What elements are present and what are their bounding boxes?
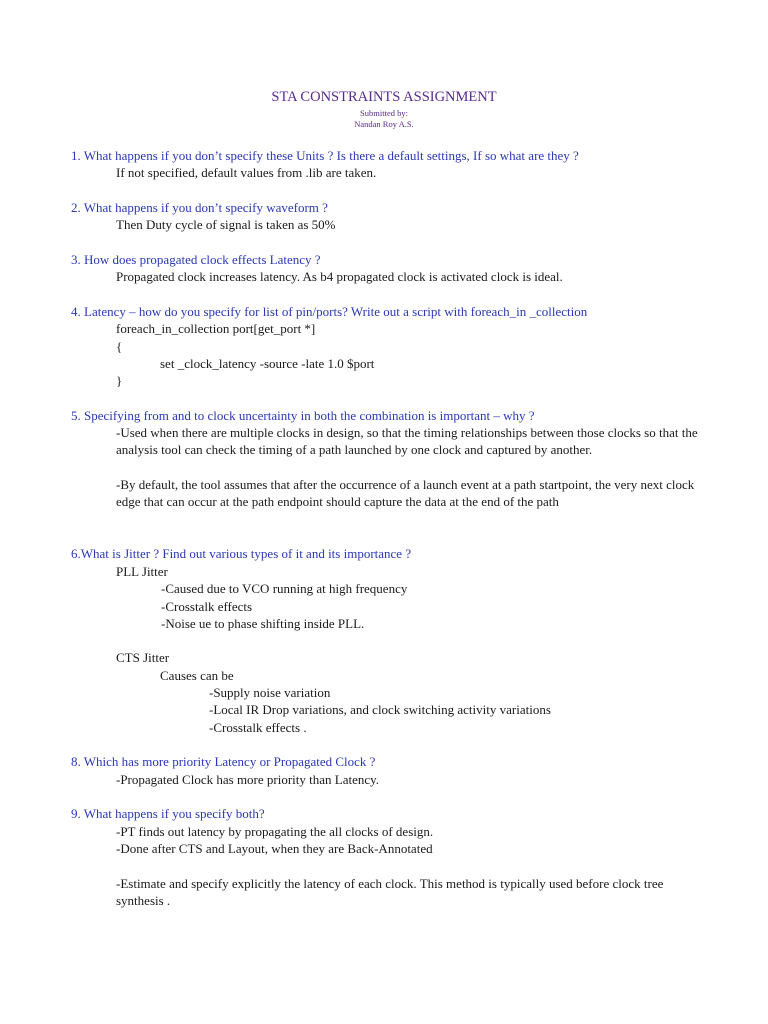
question-3: 3. How does propagated clock effects Latency ?: [71, 252, 321, 267]
cts-cause-item: -Crosstalk effects .: [209, 720, 307, 735]
question-9: 9. What happens if you specify both?: [71, 806, 265, 821]
author-name: Nandan Roy A.S.: [354, 119, 414, 129]
answer-9-line: -PT finds out latency by propagating the all clocks of design.: [116, 824, 434, 839]
submitted-by-label: Submitted by:: [360, 108, 408, 118]
script-line-set-latency: set _clock_latency -source -late 1.0 $port: [160, 356, 375, 371]
document-title: STA CONSTRAINTS ASSIGNMENT: [271, 89, 497, 105]
cts-jitter-heading: CTS Jitter: [116, 650, 170, 665]
script-line-close-brace: }: [116, 373, 123, 388]
question-6: 6.What is Jitter ? Find out various types of it and its importance ?: [71, 546, 412, 561]
question-1: 1. What happens if you don’t specify these Units ? Is there a default settings, If so what are they ?: [71, 148, 579, 163]
answer-5-paragraph-1: -Used when there are multiple clocks in design, so that the timing relationships between those clocks so that the analysis tool can check the timing of a path launched by one clock and captured by another.: [116, 425, 698, 458]
cts-causes-label: Causes can be: [160, 668, 234, 683]
answer-3-line: Propagated clock increases latency. As b4 propagated clock is activated clock is ideal.: [116, 269, 563, 284]
answer-2-line: Then Duty cycle of signal is taken as 50%: [116, 217, 336, 232]
script-line-foreach: foreach_in_collection port[get_port *]: [116, 321, 316, 336]
answer-9-paragraph: -Estimate and specify explicitly the latency of each clock. This method is typically used before clock tree synthesis .: [116, 876, 664, 909]
pll-jitter-item: -Noise ue to phase shifting inside PLL.: [161, 616, 365, 631]
answer-5-paragraph-2: -By default, the tool assumes that after the occurrence of a launch event at a path startpoint, the very next clock edge that can occur at the path endpoint should capture the data at the end of the path: [116, 477, 695, 510]
question-2: 2. What happens if you don’t specify waveform ?: [71, 200, 328, 215]
cts-cause-item: -Supply noise variation: [209, 685, 331, 700]
script-line-open-brace: {: [116, 339, 123, 354]
answer-1-line: If not specified, default values from .lib are taken.: [116, 165, 377, 180]
pll-jitter-item: -Caused due to VCO running at high frequency: [161, 581, 408, 596]
pll-jitter-item: -Crosstalk effects: [161, 599, 253, 614]
question-8: 8. Which has more priority Latency or Propagated Clock ?: [71, 754, 376, 769]
answer-9-line: -Done after CTS and Layout, when they are Back-Annotated: [116, 841, 433, 856]
question-4: 4. Latency – how do you specify for list of pin/ports? Write out a script with foreach_in _collection: [71, 304, 588, 319]
cts-cause-item: -Local IR Drop variations, and clock switching activity variations: [209, 702, 551, 717]
question-5: 5. Specifying from and to clock uncertainty in both the combination is important – why ?: [71, 408, 535, 423]
answer-8-line: -Propagated Clock has more priority than Latency.: [116, 772, 380, 787]
pll-jitter-heading: PLL Jitter: [116, 564, 168, 579]
